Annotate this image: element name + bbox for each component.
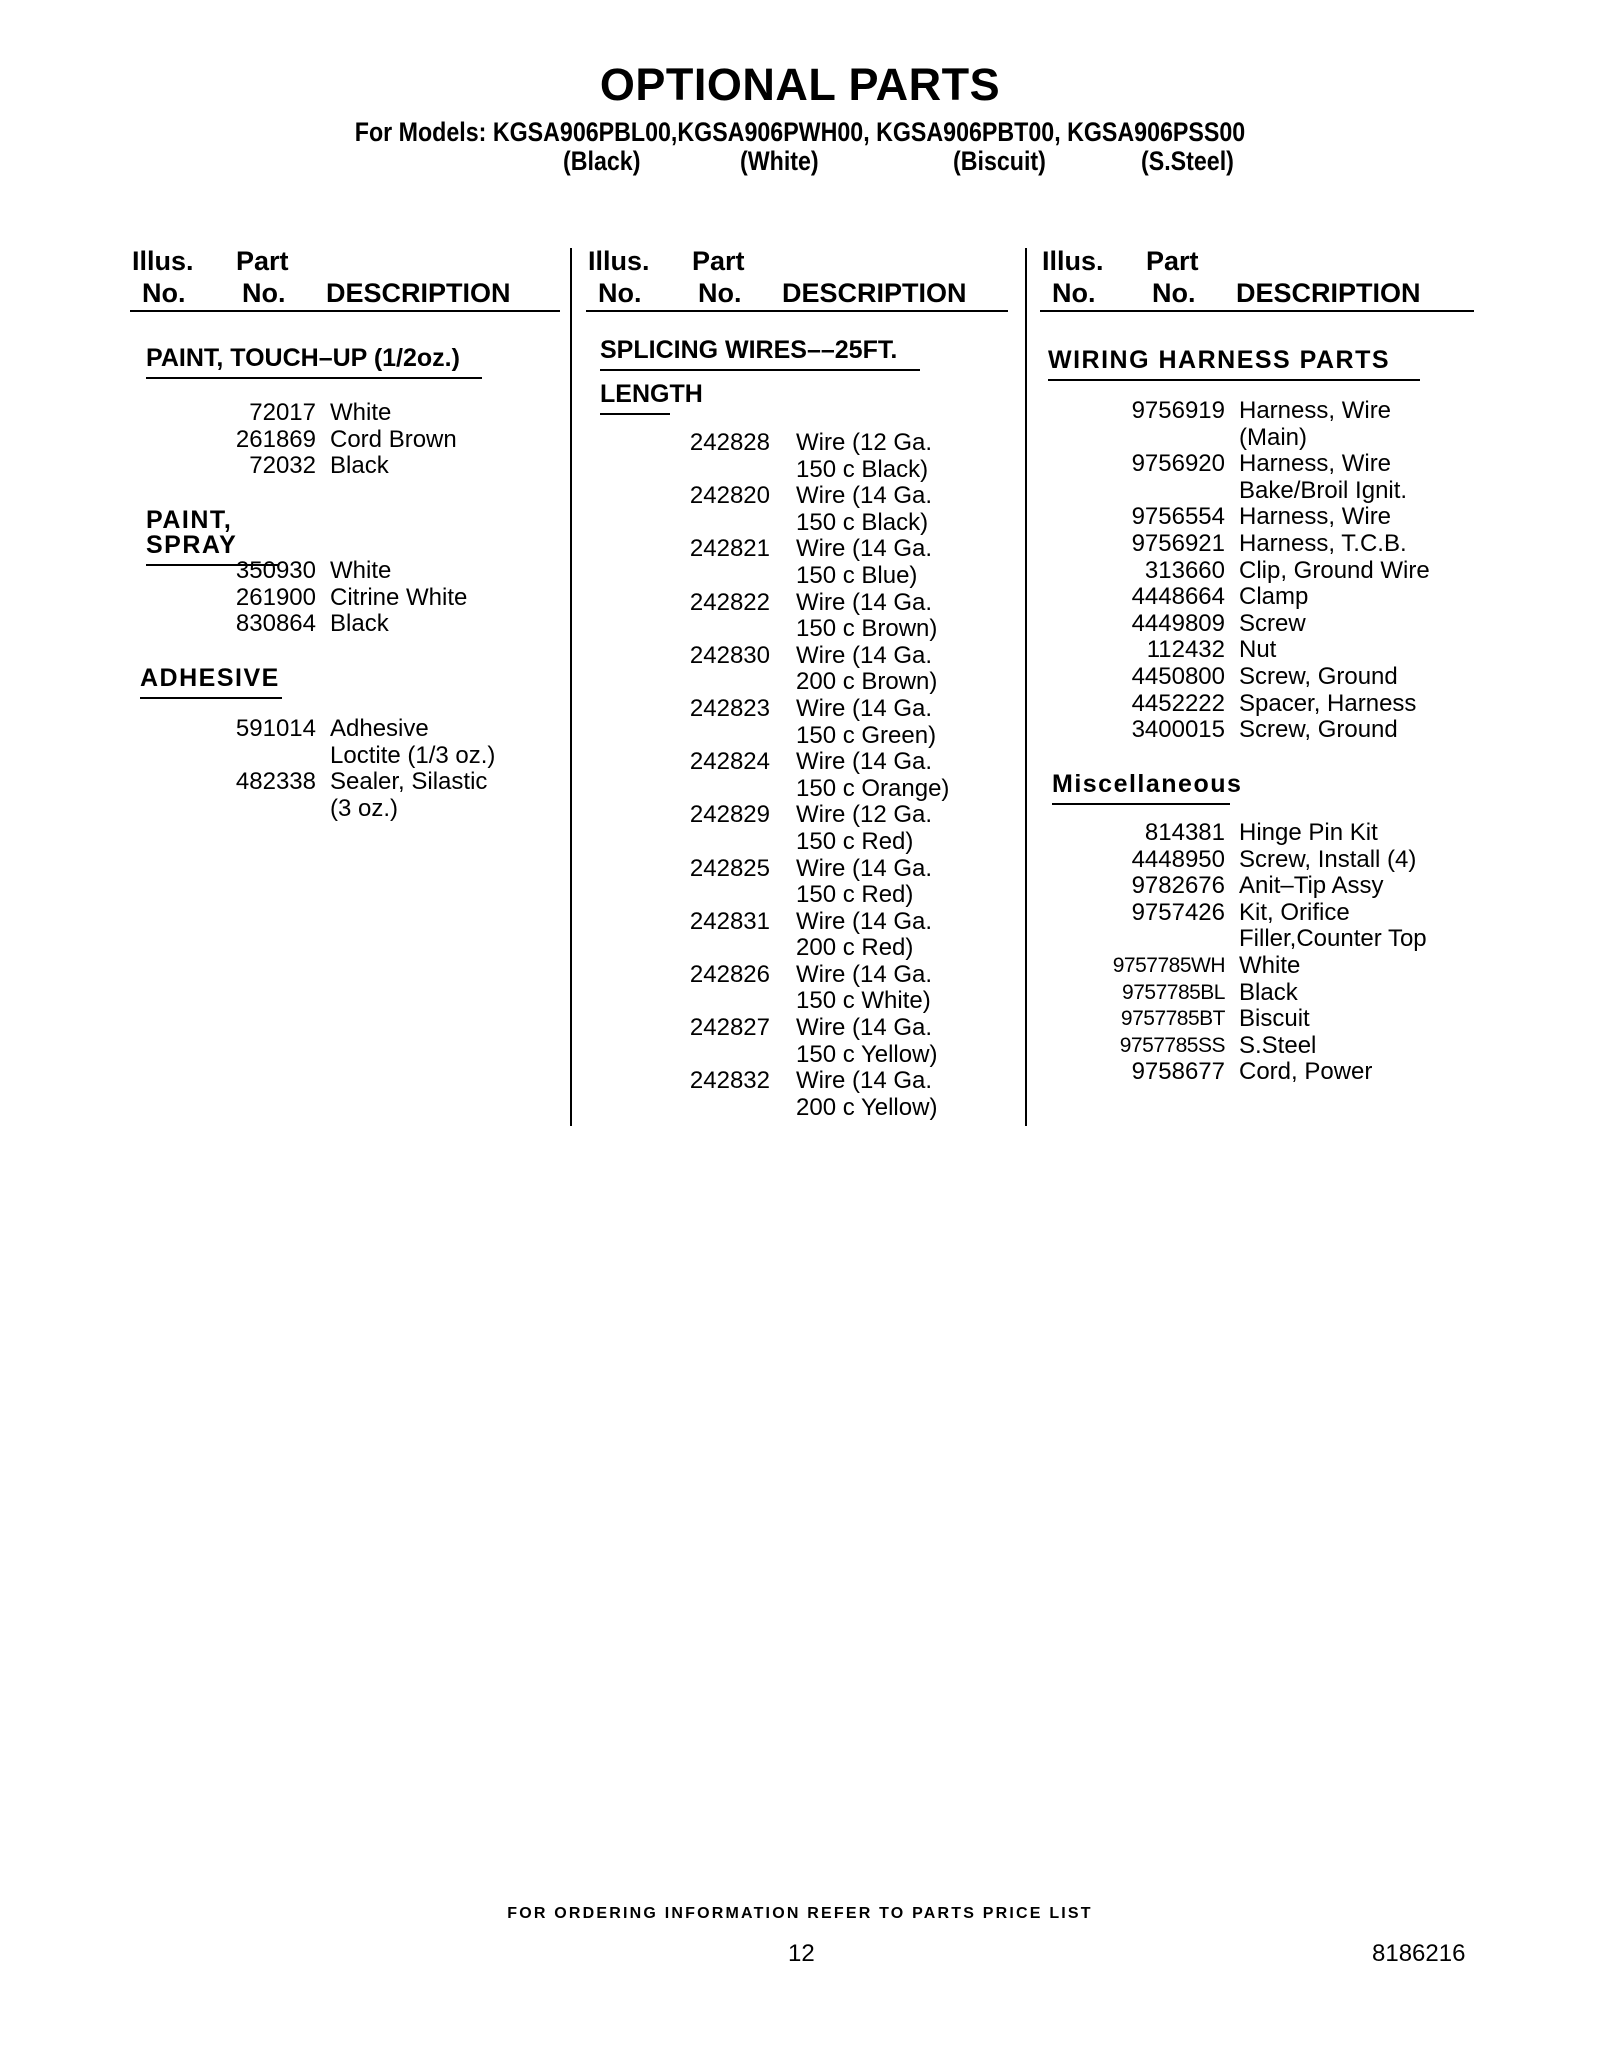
list-item	[586, 723, 1016, 750]
list-item	[1042, 820, 1472, 847]
part-number: 9758677	[1131, 1058, 1225, 1086]
page-title: OPTIONAL PARTS	[599, 59, 1001, 110]
part-description: Wire (14 Ga.	[796, 960, 933, 988]
part-description: Wire (14 Ga.	[796, 748, 933, 776]
section-title-miscellaneous: Miscellaneous	[1052, 772, 1230, 805]
part-description: 200 c Red)	[796, 934, 914, 962]
list-item	[586, 669, 1016, 696]
list-item	[1042, 664, 1472, 691]
part-number: 9757426	[1131, 898, 1225, 926]
list-item	[1042, 873, 1472, 900]
part-number: 242826	[689, 960, 770, 988]
list-item	[586, 430, 1016, 457]
header-illus: Illus.	[1042, 246, 1104, 276]
list-item	[586, 935, 1016, 962]
part-number: 482338	[235, 768, 316, 796]
part-description: 150 c Green)	[796, 721, 937, 749]
color-steel: (S.Steel)	[1141, 146, 1234, 176]
list-item	[586, 856, 1016, 883]
header-part: Part	[1146, 246, 1199, 276]
part-description: Nut	[1239, 636, 1277, 664]
section-items	[1042, 398, 1472, 744]
part-description: 200 c Yellow)	[796, 1093, 938, 1121]
part-description: 150 c Orange)	[796, 774, 950, 802]
part-number: 242832	[689, 1067, 770, 1095]
part-description: 150 c Brown)	[796, 615, 938, 643]
header-part: Part	[692, 246, 745, 276]
part-description: Wire (12 Ga.	[796, 429, 933, 456]
part-number: 242824	[689, 748, 770, 776]
list-item	[130, 400, 560, 427]
part-description: Wire (14 Ga.	[796, 694, 933, 722]
part-description: 150 c Red)	[796, 827, 914, 855]
list-item	[130, 427, 560, 454]
list-item	[1042, 584, 1472, 611]
models-line: For Models: KGSA906PBL00,KGSA906PWH00, KGSA906PBT00, KGSA906PSS00	[354, 117, 1246, 147]
part-number: 9757785BT	[1120, 1007, 1225, 1031]
list-item	[1042, 398, 1472, 425]
ordering-note: FOR ORDERING INFORMATION REFER TO PARTS PRICE LIST	[507, 1905, 1093, 1922]
list-item	[586, 483, 1016, 510]
header-illus-no: No.	[598, 278, 642, 308]
part-number: 4449809	[1131, 609, 1225, 637]
part-number: 9756919	[1131, 397, 1225, 424]
part-number: 242827	[689, 1014, 770, 1042]
list-item	[586, 510, 1016, 537]
list-item	[1042, 637, 1472, 664]
part-description: Wire (14 Ga.	[796, 907, 933, 935]
header-description: DESCRIPTION	[326, 278, 511, 308]
section-title-paint-spray: PAINT, SPRAY	[146, 508, 278, 566]
part-number: 242825	[689, 854, 770, 882]
list-item	[1042, 1033, 1472, 1060]
list-item	[586, 802, 1016, 829]
list-item	[1042, 558, 1472, 585]
part-description: (3 oz.)	[330, 794, 399, 822]
part-number: 72032	[249, 452, 316, 480]
color-biscuit: (Biscuit)	[953, 146, 1046, 176]
list-item	[1042, 847, 1472, 874]
list-item	[586, 1015, 1016, 1042]
list-item	[1042, 953, 1472, 980]
part-number: 242830	[689, 641, 770, 669]
section-title-splicing-wires: SPLICING WIRES––25FT.	[600, 338, 920, 371]
part-number: 814381	[1144, 819, 1225, 846]
list-item	[586, 882, 1016, 909]
header-part-no: No.	[698, 278, 742, 308]
part-description: S.Steel	[1239, 1031, 1317, 1059]
list-item	[1042, 900, 1472, 927]
list-item	[1042, 504, 1472, 531]
list-item	[130, 716, 560, 743]
list-item	[586, 1042, 1016, 1069]
color-white: (White)	[740, 146, 819, 176]
list-item	[586, 563, 1016, 590]
part-description: Harness, Wire	[1239, 450, 1392, 478]
header-illus-no: No.	[1052, 278, 1096, 308]
column-1	[130, 242, 560, 822]
part-description: Wire (14 Ga.	[796, 854, 933, 882]
section-items	[586, 430, 1016, 1121]
part-number: 4452222	[1131, 689, 1225, 717]
part-description: Wire (14 Ga.	[796, 588, 933, 616]
part-number: 242820	[689, 482, 770, 510]
list-item	[586, 643, 1016, 670]
part-number: 3400015	[1131, 716, 1225, 744]
list-item	[1042, 980, 1472, 1007]
color-black: (Black)	[563, 146, 641, 176]
header-illus: Illus.	[588, 246, 650, 276]
list-item	[130, 453, 560, 480]
list-item	[1042, 451, 1472, 478]
column-header	[1042, 242, 1472, 312]
header-illus: Illus.	[132, 246, 194, 276]
column-header	[586, 242, 1016, 312]
part-description: Biscuit	[1239, 1005, 1310, 1033]
list-item	[1042, 1006, 1472, 1033]
part-description: Cord, Power	[1239, 1058, 1373, 1086]
part-description: Filler,Counter Top	[1239, 925, 1427, 953]
header-part: Part	[236, 246, 289, 276]
section-items	[130, 558, 560, 638]
part-number: 4448950	[1131, 845, 1225, 873]
list-item	[586, 749, 1016, 776]
part-description: Harness, Wire	[1239, 397, 1392, 424]
part-number: 9757785BL	[1122, 980, 1225, 1004]
part-description: (Main)	[1239, 423, 1308, 451]
part-number: 9756920	[1131, 450, 1225, 478]
part-number: 9757785WH	[1112, 953, 1225, 977]
header-description: DESCRIPTION	[782, 278, 967, 308]
part-description: Screw, Install (4)	[1239, 845, 1417, 873]
part-description: Hinge Pin Kit	[1239, 819, 1378, 846]
part-number: 4448664	[1131, 583, 1225, 611]
list-item	[1042, 478, 1472, 505]
part-number: 9756921	[1131, 529, 1225, 557]
part-number: 242831	[689, 907, 770, 935]
part-description: Wire (14 Ga.	[796, 641, 933, 669]
part-description: 150 c Yellow)	[796, 1040, 938, 1068]
list-item	[586, 536, 1016, 563]
section-title-paint-touchup: PAINT, TOUCH–UP (1/2oz.)	[146, 346, 482, 379]
part-number: 112432	[1146, 636, 1225, 664]
part-description: Screw	[1239, 609, 1306, 637]
part-number: 9756554	[1131, 503, 1225, 531]
section-items	[130, 716, 560, 822]
list-item	[1042, 1059, 1472, 1086]
part-number: 242822	[689, 588, 770, 616]
header-part-no: No.	[242, 278, 286, 308]
list-item	[586, 988, 1016, 1015]
part-number: 261869	[235, 425, 316, 453]
column-3	[1042, 242, 1472, 1086]
header-rule	[1040, 310, 1474, 312]
part-description: Kit, Orifice	[1239, 898, 1350, 926]
part-description: Bake/Broil Ignit.	[1239, 476, 1408, 504]
model-colors	[0, 148, 1600, 180]
part-description: Wire (14 Ga.	[796, 1067, 933, 1095]
part-description: Cord Brown	[330, 425, 457, 453]
column-header	[130, 242, 560, 312]
list-item	[586, 962, 1016, 989]
list-item	[586, 590, 1016, 617]
list-item	[1042, 425, 1472, 452]
part-description: 150 c Black)	[796, 508, 929, 536]
part-number: 830864	[235, 610, 316, 638]
section-title-wiring-harness: WIRING HARNESS PARTS	[1048, 348, 1420, 381]
list-item	[586, 909, 1016, 936]
part-number: 4450800	[1131, 662, 1225, 690]
list-item	[1042, 611, 1472, 638]
part-description: 150 c White)	[796, 987, 931, 1015]
part-number: 242828	[689, 429, 770, 456]
column-divider	[570, 248, 572, 1126]
part-number: 350930	[235, 557, 316, 584]
part-number: 261900	[235, 583, 316, 611]
part-description: Clip, Ground Wire	[1239, 556, 1430, 584]
list-item	[130, 611, 560, 638]
part-description: Anit–Tip Assy	[1239, 872, 1384, 900]
part-description: Wire (12 Ga.	[796, 801, 933, 829]
section-items	[1042, 820, 1472, 1086]
part-number: 591014	[235, 715, 316, 742]
list-item	[586, 1068, 1016, 1095]
part-description: Black	[1239, 978, 1298, 1006]
section-title-splicing-wires-length: LENGTH	[600, 382, 670, 415]
part-description: Sealer, Silastic	[330, 768, 488, 796]
list-item	[130, 769, 560, 796]
part-number: 242829	[689, 801, 770, 829]
part-description: Screw, Ground	[1239, 716, 1398, 744]
part-number: 242821	[689, 535, 770, 563]
part-number: 9757785SS	[1119, 1033, 1225, 1057]
list-item	[130, 743, 560, 770]
part-description: Harness, T.C.B.	[1239, 529, 1407, 557]
list-item	[586, 776, 1016, 803]
list-item	[130, 796, 560, 823]
document-number: 8186216	[1372, 1940, 1466, 1967]
part-description: Citrine White	[330, 583, 468, 611]
list-item	[1042, 531, 1472, 558]
list-item	[130, 558, 560, 585]
page-number: 12	[788, 1940, 815, 1967]
list-item	[586, 696, 1016, 723]
list-item	[586, 616, 1016, 643]
part-description: White	[330, 557, 392, 584]
part-description: Wire (14 Ga.	[796, 535, 933, 563]
part-description: Black	[330, 452, 389, 480]
part-description: Harness, Wire	[1239, 503, 1392, 531]
section-title-adhesive: ADHESIVE	[140, 666, 282, 699]
part-description: Adhesive	[330, 715, 429, 742]
part-description: Black	[330, 610, 389, 638]
column-divider	[1025, 248, 1027, 1126]
part-number: 72017	[249, 399, 316, 426]
part-description: 150 c Black)	[796, 455, 929, 483]
part-description: Wire (14 Ga.	[796, 482, 933, 510]
part-description: White	[330, 399, 392, 426]
list-item	[586, 1095, 1016, 1122]
list-item	[130, 585, 560, 612]
header-illus-no: No.	[142, 278, 186, 308]
part-description: Wire (14 Ga.	[796, 1014, 933, 1042]
part-number: 242823	[689, 694, 770, 722]
part-description: 150 c Red)	[796, 881, 914, 909]
column-2	[586, 242, 1016, 1121]
header-rule	[130, 310, 560, 312]
list-item	[586, 457, 1016, 484]
list-item	[1042, 926, 1472, 953]
section-items	[130, 400, 560, 480]
part-number: 9782676	[1131, 872, 1225, 900]
part-description: Spacer, Harness	[1239, 689, 1417, 717]
part-description: 200 c Brown)	[796, 668, 938, 696]
part-description: 150 c Blue)	[796, 561, 918, 589]
part-description: Loctite (1/3 oz.)	[330, 741, 496, 769]
header-rule	[586, 310, 1008, 312]
list-item	[1042, 691, 1472, 718]
list-item	[1042, 717, 1472, 744]
part-number: 313660	[1144, 556, 1225, 584]
list-item	[586, 829, 1016, 856]
part-description: Clamp	[1239, 583, 1309, 611]
part-description: Screw, Ground	[1239, 662, 1398, 690]
part-description: White	[1239, 951, 1301, 979]
header-description: DESCRIPTION	[1236, 278, 1421, 308]
header-part-no: No.	[1152, 278, 1196, 308]
